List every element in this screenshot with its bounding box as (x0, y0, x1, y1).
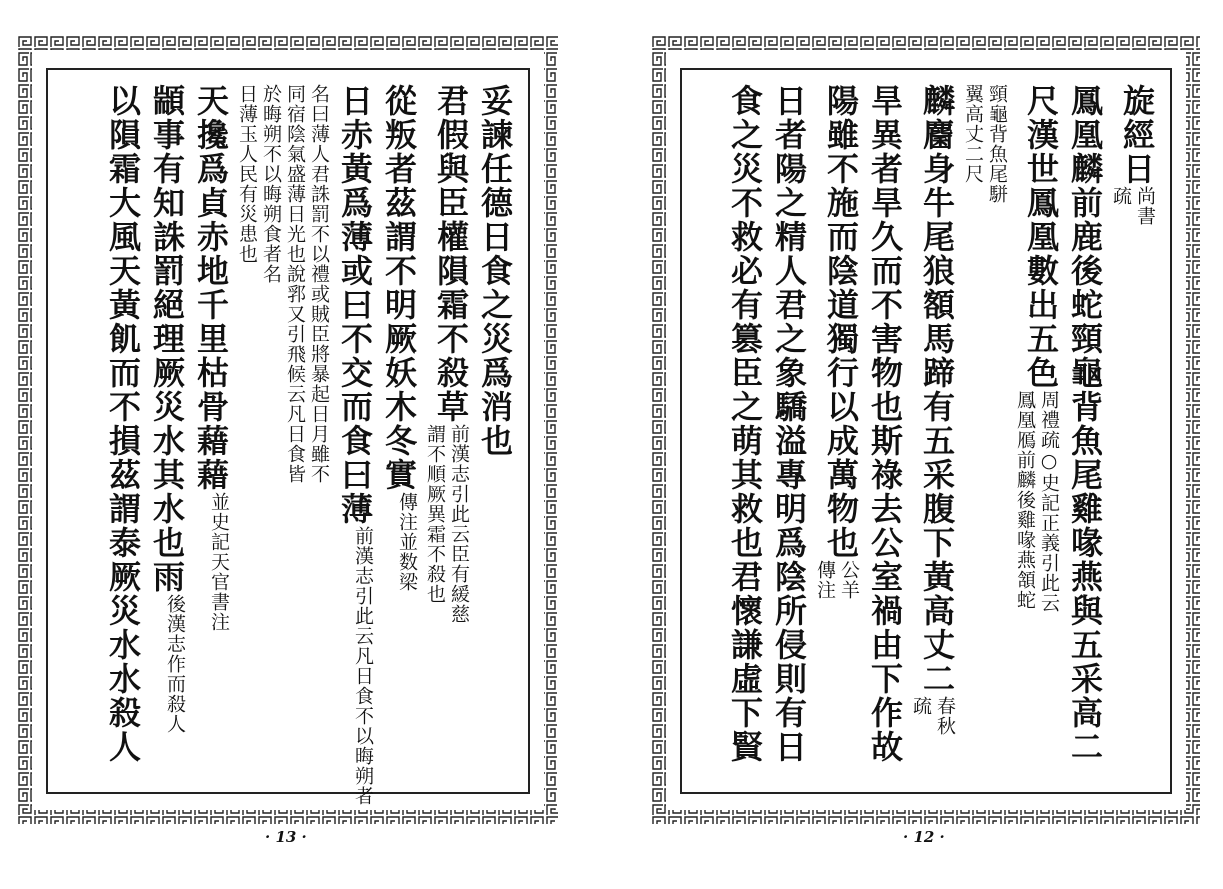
note-line: 疏 (910, 696, 932, 716)
annotation-note (424, 424, 470, 624)
text-column (380, 84, 418, 778)
main-text: 從叛者茲謂不明厥妖木冬實 (380, 84, 418, 492)
main-text: 鳳凰麟前鹿後蛇頸龜背魚尾雞喙燕與五采高二 (1066, 84, 1104, 764)
note-line: 翼高丈二尺 (962, 84, 984, 184)
text-column (236, 84, 330, 778)
main-text: 日者陽之精人君之象驕溢專明爲陰所侵則有日 (770, 84, 808, 764)
note-line: 謂不順厥異霜不殺也 (424, 424, 446, 604)
text-column (1066, 84, 1104, 778)
note-line: 疏 (1110, 186, 1132, 206)
note-line: 尚書 (1134, 186, 1156, 226)
text-column (770, 84, 808, 778)
annotation-note (962, 84, 1008, 204)
text-column (424, 84, 470, 778)
note-line: 鳳凰鴈前麟後雞喙燕頷蛇 (1014, 390, 1036, 610)
note-line: 頸龜背魚尾駢 (986, 84, 1008, 204)
text-frame (46, 68, 530, 806)
main-text: 陽雖不施而陰道獨行以成萬物也 (822, 84, 860, 560)
right-page (652, 36, 1200, 824)
main-text: 天攙爲貞赤地千里枯骨藉藉 (192, 84, 230, 492)
right-text-block (696, 84, 1156, 778)
note-line: 前漢志引此云凡日食不以晦朔者 (352, 526, 374, 806)
main-text: 旱異者旱久而不害物也斯祿去公室禍由下作故 (866, 84, 904, 764)
main-text: 麟麕身牛尾狼額馬蹄有五采腹下黃高丈二 (918, 84, 956, 696)
note-line: 日薄玉人民有災患也 (236, 84, 258, 264)
text-column (148, 84, 186, 778)
annotation-note (814, 560, 860, 600)
annotation-note (380, 492, 418, 592)
text-column (814, 84, 860, 778)
main-text: 食之災不救必有篡臣之萌其救也君懷謙虛下賢 (726, 84, 764, 764)
main-text: 顓事有知誅罰絕理厥災水其水也雨 (148, 84, 186, 594)
main-text: 以隕霜大風天黃飢而不損茲謂泰厥災水水殺人 (104, 84, 142, 764)
annotation-note (1014, 390, 1060, 613)
annotation-note (148, 594, 186, 734)
text-column (104, 84, 142, 778)
main-text: 妥諫任德日食之災爲消也 (476, 84, 514, 458)
annotation-note (910, 696, 956, 736)
annotation-note (236, 84, 330, 484)
annotation-note (192, 492, 230, 632)
page-number-right: · 12 · (903, 828, 945, 846)
note-line: 春秋 (934, 696, 956, 736)
main-text: 尺漢世鳳凰數出五色 (1022, 84, 1060, 390)
text-column (1014, 84, 1060, 778)
text-column (910, 84, 956, 778)
text-column (1110, 84, 1156, 778)
text-column (336, 84, 374, 806)
left-page (18, 36, 558, 824)
note-line: 名曰薄人君誅罰不以禮或賊臣將暴起日月雖不 (308, 84, 330, 484)
text-column (726, 84, 764, 778)
annotation-note (336, 526, 374, 806)
note-line: 傳注 (814, 560, 836, 600)
note-line: 傳注並数梁 (396, 492, 418, 592)
note-line: 並史記天官書注 (208, 492, 230, 632)
left-text-block (62, 84, 514, 806)
note-line: 前漢志引此云臣有緩慈 (448, 424, 470, 624)
text-column (476, 84, 514, 778)
note-line: 後漢志作而殺人 (164, 594, 186, 734)
text-frame (680, 68, 1172, 794)
note-line: 同宿陰氣盛薄日光也說郛又引飛候云凡日食皆 (284, 84, 306, 484)
text-column (192, 84, 230, 778)
text-column (962, 84, 1008, 778)
text-column (866, 84, 904, 778)
page-number-left: · 13 · (265, 828, 307, 846)
note-line: 公羊 (838, 560, 860, 600)
main-text: 君假與臣權隕霜不殺草 (432, 84, 470, 424)
annotation-note (1110, 186, 1156, 226)
note-line: 周禮疏○史記正義引此云 (1038, 390, 1060, 613)
main-text: 旋經日 (1118, 84, 1156, 186)
main-text: 日赤黃爲薄或曰不交而食曰薄 (336, 84, 374, 526)
note-line: 於晦朔不以晦朔食者名 (260, 84, 282, 284)
